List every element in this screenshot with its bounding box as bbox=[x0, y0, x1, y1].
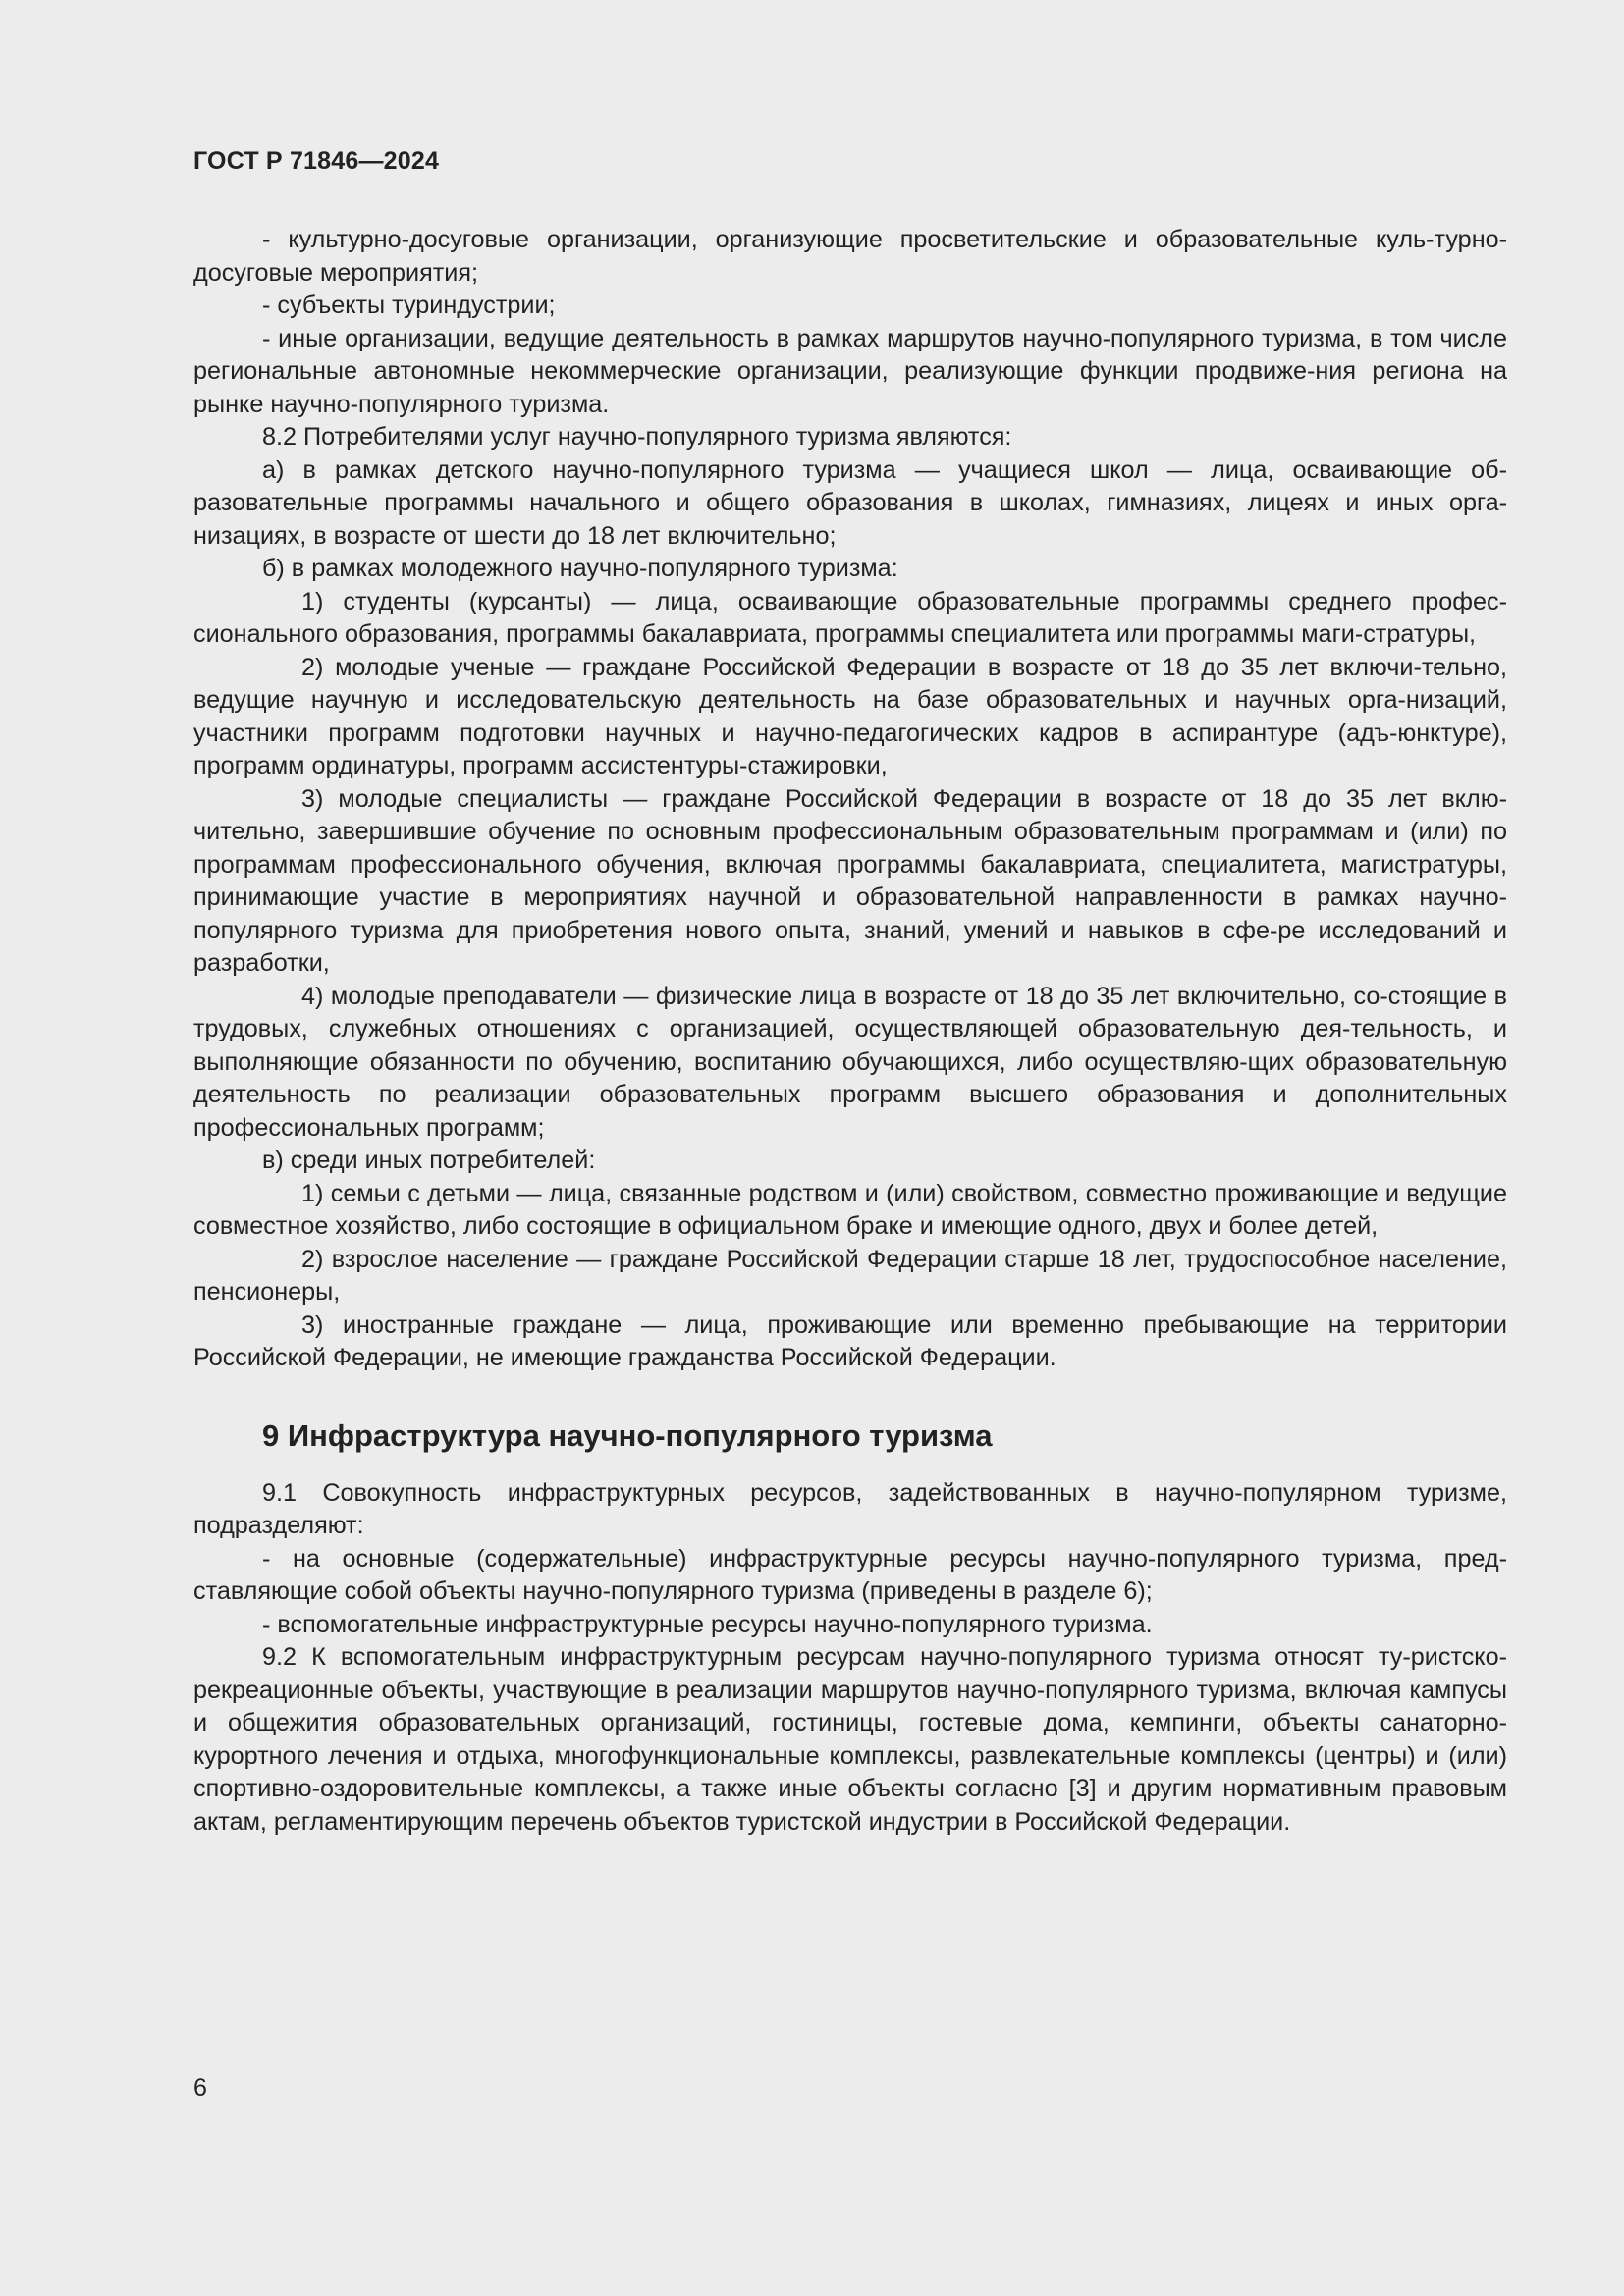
document-header-code: ГОСТ Р 71846—2024 bbox=[193, 147, 440, 175]
clause-8-2-b-1: 1) студенты (курсанты) — лица, осваивающие образовательные программы среднего профес-сионального образования, программы бакалавриата, программы специалитета или программы маги-стратуры, bbox=[193, 587, 1507, 648]
clause-9-1: 9.1 Совокупность инфраструктурных ресурсов, задействованных в научно-популярном туризме, подразделяют: bbox=[193, 1478, 1507, 1539]
document-body bbox=[193, 224, 1507, 1839]
clause-8-2-a: а) в рамках детского научно-популярного туризма — учащиеся школ — лица, осваивающие об-разовательные программы начального и общего образования в школах, гимназиях, лицеях и иных орга-низациях, в возрасте от шести до 18 лет включительно; bbox=[193, 455, 1507, 550]
list-item-auxiliary-resources: - вспомогательные инфраструктурные ресурсы научно-популярного туризма. bbox=[262, 1610, 1153, 1638]
list-item-tourism-subjects: - субъекты туриндустрии; bbox=[262, 292, 556, 319]
clause-8-2-b: б) в рамках молодежного научно-популярного туризма: bbox=[262, 555, 898, 582]
list-item-cultural-organizations: - культурно-досуговые организации, организующие просветительские и образовательные куль-турно-досуговые мероприятия; bbox=[193, 226, 1507, 287]
clause-9-2: 9.2 К вспомогательным инфраструктурным ресурсам научно-популярного туризма относят ту-ристско-рекреационные объекты, участвующие в реализации маршрутов научно-популярного туризма, включая кампусы и общежития образовательных организаций, гостиницы, гостевые дома, кемпинги, объекты санаторно-курортного лечения и отдыха, многофункциональные комплексы, развлекательные комплексы (центры) и (или) спортивно-оздоровительные комплексы, а также иные объекты согласно [3] и другим нормативным правовым актам, регламентирующим перечень объектов туристской индустрии в Российской Федерации. bbox=[193, 1643, 1507, 1836]
clause-8-2-v: в) среди иных потребителей: bbox=[262, 1147, 596, 1174]
clause-8-2-v-1: 1) семьи с детьми — лица, связанные родством и (или) свойством, совместно проживающие и ведущие совместное хозяйство, либо состоящие в официальном браке и имеющие одного, двух и более детей, bbox=[193, 1179, 1507, 1240]
clause-8-2-b-2: 2) молодые ученые — граждане Российской Федерации в возрасте от 18 до 35 лет включи-тельно, ведущие научную и исследовательскую деятельность на базе образовательных и научных орга-низаций, участники программ подготовки научных и научно-педагогических кадров в аспирантуре (адъ-юнктуре), программ ординатуры, программ ассистентуры-стажировки, bbox=[193, 653, 1507, 779]
list-item-other-organizations: - иные организации, ведущие деятельность в рамках маршрутов научно-популярного туризма, в том числе региональные автономные некоммерческие организации, реализующие функции продвиже-ния региона на рынке научно-популярного туризма. bbox=[193, 324, 1507, 418]
clause-8-2: 8.2 Потребителями услуг научно-популярного туризма являются: bbox=[262, 423, 1012, 451]
clause-8-2-b-4: 4) молодые преподаватели — физические лица в возрасте от 18 до 35 лет включительно, со-стоящие в трудовых, служебных отношениях с организацией, осуществляющей образовательную дея-тельность, и выполняющие обязанности по обучению, воспитанию обучающихся, либо осуществляю-щих образовательную деятельность по реализации образовательных программ высшего образования и дополнительных профессиональных программ; bbox=[193, 982, 1507, 1142]
clause-8-2-b-3: 3) молодые специалисты — граждане Российской Федерации в возрасте от 18 до 35 лет вклю-чительно, завершившие обучение по основным профессиональным образовательным программам и (или) по программам профессионального обучения, включая программы бакалавриата, специалитета, магистратуры, принимающие участие в мероприятиях научной и образовательной направленности в рамках научно-популярного туризма для приобретения нового опыта, знаний, умений и навыков в сфе-ре исследований и разработки, bbox=[193, 784, 1507, 977]
list-item-main-resources: - на основные (содержательные) инфраструктурные ресурсы научно-популярного туризма, пред-ставляющие собой объекты научно-популярного туризма (приведены в разделе 6); bbox=[193, 1544, 1507, 1605]
clause-8-2-v-2: 2) взрослое население — граждане Российской Федерации старше 18 лет, трудоспособное население, пенсионеры, bbox=[193, 1245, 1507, 1306]
clause-8-2-v-3: 3) иностранные граждане — лица, проживающие или временно пребывающие на территории Российской Федерации, не имеющие гражданства Российской Федерации. bbox=[193, 1310, 1507, 1371]
section-9-title: 9 Инфраструктура научно-популярного туризма bbox=[262, 1417, 993, 1453]
page-number: 6 bbox=[193, 2074, 207, 2102]
